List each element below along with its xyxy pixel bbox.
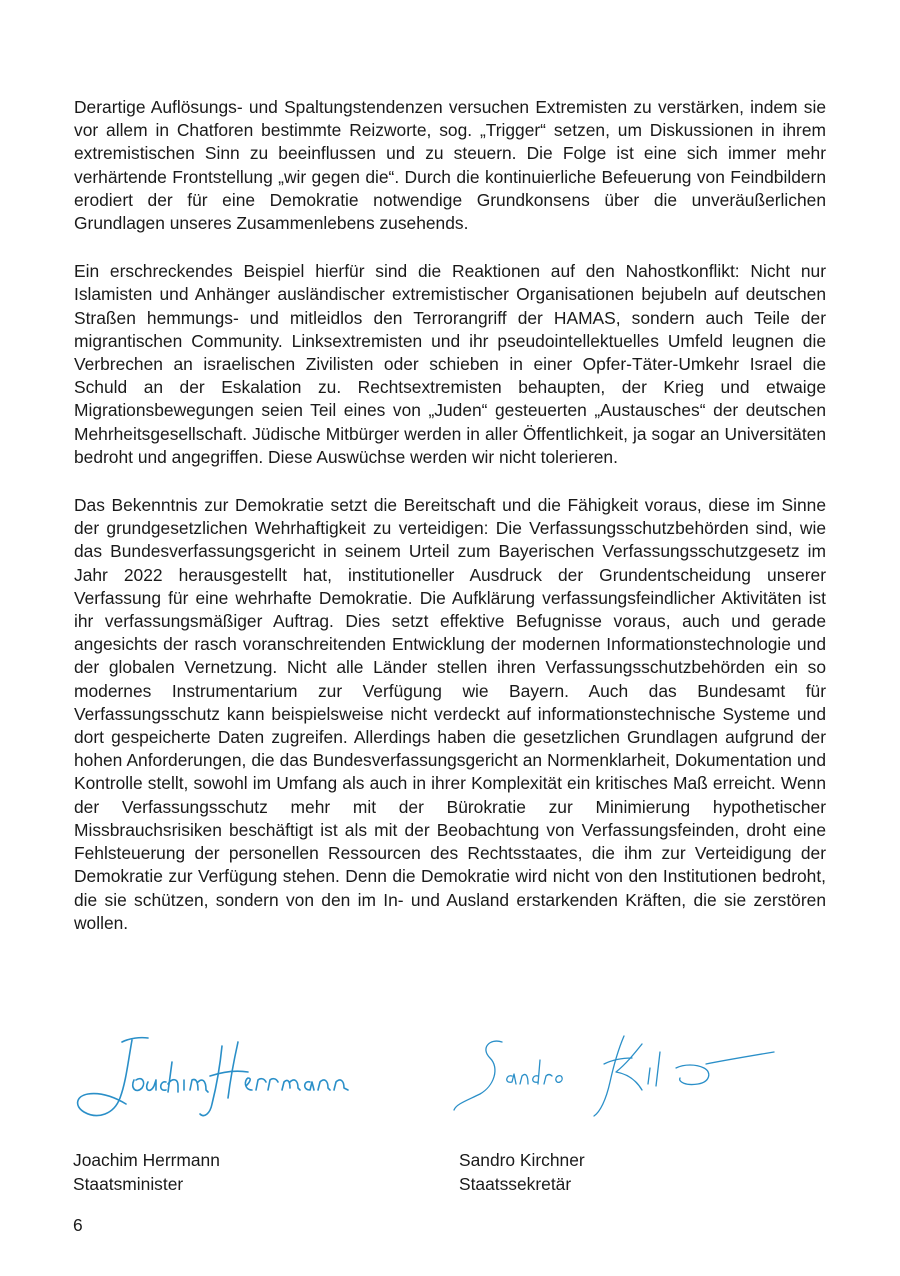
paragraph-3: Das Bekenntnis zur Demokratie setzt die Bereitschaft und die Fähigkeit voraus, diese im Sinne der grundgesetzlichen Wehrhaftigkeit zu verteidigen: Die Verfassungsschutzbehörden sind, wie das Bundesverfassungsgericht in seinem Urteil zum Bayerischen Verfassungsschutzgesetz im Jahr 2022 herausgestellt hat, institutioneller Ausdruck der Grundentscheidung unserer Verfassung für eine wehrhafte Demokratie. Die Aufklärung verfassungsfeindlicher Aktivitäten ist ihr verfassungsmäßiger Auftrag. Dies setzt effektive Befugnisse voraus, auch und gerade angesichts der rasch voranschreitenden Entwicklung der modernen Informationstechnologie und der globalen Vernetzung. Nicht alle Länder stellen ihren Verfassungsschutzbehörden ein so modernes Instrumentarium zur Verfügung wie Bayern. Auch das Bundesamt für Verfassungsschutz kann beispielsweise nicht verdeckt auf informationstechnische Systeme und dort gespeicherte Daten zugreifen. Allerdings haben die gesetzlichen Grundlagen aufgrund der hohen Anforderungen, die das Bundesverfassungsgericht an Normenklarheit, Dokumentation und Kontrolle stellt, sowohl im Umfang als auch in ihrer Komplexität ein kritisches Maß erreicht. Wenn der Verfassungsschutz mehr mit der Bürokratie zur Minimierung hypothetischer Missbrauchsrisiken beschäftigt ist als mit der Beobachtung von Verfassungsfeinden, droht eine Fehlsteuerung der personellen Ressourcen des Rechtsstaates, die ihm zur Verteidigung der Demokratie zur Verfügung stehen. Denn die Demokratie wird nicht von den Institutionen bedroht, die sie schützen, sondern von den im In- und Ausland erstarkenden Kräften, die sie zerstören wollen. [74, 495, 826, 933]
signer-title: Staatsminister [73, 1174, 184, 1194]
signer-name: Joachim Herrmann [73, 1150, 220, 1170]
signature-kirchner-image [450, 1024, 780, 1124]
signature-herrmann-image [70, 1032, 360, 1124]
paragraph-1: Derartige Auflösungs- und Spaltungstendenzen versuchen Extremisten zu verstärken, indem sie vor allem in Chatforen bestimmte Reizworte, sog. „Trigger“ setzen, um Diskussionen in ihrem extremistischen Sinn zu beeinflussen und zu steuern. Die Folge ist eine sich immer mehr verhärtende Frontstellung „wir gegen die“. Durch die kontinuierliche Befeuerung von Feindbildern erodiert der für eine Demokratie notwendige Grundkonsens über die unveräußerlichen Grundlagen unseres Zusammenlebens zusehends. [74, 97, 826, 234]
signature-block-kirchner [459, 1148, 585, 1196]
signature-block-herrmann [73, 1148, 220, 1196]
signer-title: Staatssekretär [459, 1174, 572, 1194]
signer-name: Sandro Kirchner [459, 1150, 585, 1170]
letter-body [74, 96, 826, 960]
page-number: 6 [73, 1215, 83, 1235]
paragraph-2: Ein erschreckendes Beispiel hierfür sind die Reaktionen auf den Nahostkonflikt: Nicht nur Islamisten und Anhänger ausländischer extremistischer Organisationen bejubeln auf deutschen Straßen hemmungs- und mitleidlos den Terrorangriff der HAMAS, sondern auch Teile der migrantischen Community. Linksextremisten und ihr pseudointellektuelles Umfeld leugnen die Verbrechen an israelischen Zivilisten oder schieben in einer Opfer-Täter-Umkehr Israel die Schuld an der Eskalation zu. Rechtsextremisten behaupten, der Krieg und etwaige Migrationsbewegungen seien Teil eines von „Juden“ gesteuerten „Austausches“ der deutschen Mehrheitsgesellschaft. Jüdische Mitbürger werden in aller Öffentlichkeit, ja sogar an Universitäten bedroht und angegriffen. Diese Auswüchse werden wir nicht tolerieren. [74, 261, 826, 467]
